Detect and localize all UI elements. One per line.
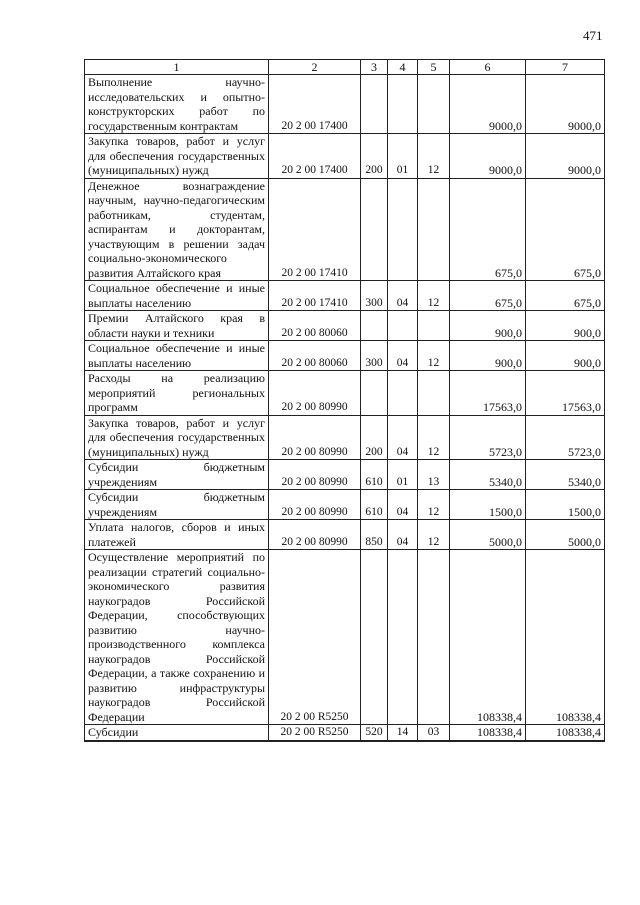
budget-table — [84, 59, 605, 742]
row-value-6: 675,0 — [450, 178, 526, 281]
row-name: Социальное обеспечение и иные выплаты населению — [85, 341, 269, 371]
row-col4: 04 — [388, 415, 418, 460]
row-col3 — [361, 75, 388, 134]
row-value-7: 9000,0 — [526, 134, 605, 179]
row-value-6: 5340,0 — [450, 460, 526, 490]
row-value-6: 108338,4 — [450, 725, 526, 741]
table-row — [85, 460, 605, 490]
row-col3: 200 — [361, 415, 388, 460]
row-col3: 300 — [361, 281, 388, 311]
table-row — [85, 520, 605, 550]
table-row — [85, 178, 605, 281]
row-value-7: 5000,0 — [526, 520, 605, 550]
row-col3: 300 — [361, 341, 388, 371]
row-col5 — [418, 75, 450, 134]
row-col3 — [361, 371, 388, 416]
row-col4: 04 — [388, 341, 418, 371]
row-value-7: 108338,4 — [526, 725, 605, 741]
row-col5: 12 — [418, 415, 450, 460]
row-name: Расходы на реализацию мероприятий региональных программ — [85, 371, 269, 416]
row-name: Социальное обеспечение и иные выплаты населению — [85, 281, 269, 311]
column-header-7: 7 — [526, 60, 605, 75]
row-value-6: 675,0 — [450, 281, 526, 311]
table-row — [85, 490, 605, 520]
column-header-1: 1 — [85, 60, 269, 75]
row-col4 — [388, 550, 418, 725]
row-col4: 04 — [388, 520, 418, 550]
row-col5 — [418, 311, 450, 341]
row-name: Уплата налогов, сборов и иных платежей — [85, 520, 269, 550]
row-col5: 12 — [418, 341, 450, 371]
row-col4: 04 — [388, 490, 418, 520]
row-name: Премии Алтайского края в области науки и техники — [85, 311, 269, 341]
table-row — [85, 75, 605, 134]
header-row — [85, 60, 605, 75]
table-row — [85, 134, 605, 179]
row-col5: 03 — [418, 725, 450, 741]
row-col4 — [388, 371, 418, 416]
row-code: 20 2 00 17400 — [269, 75, 361, 134]
row-code: 20 2 00 80990 — [269, 520, 361, 550]
row-name: Осуществление мероприятий по реализации стратегий социально-экономического развития наукоградов Российской Федерации, способствующих развитию научно-производственного комплекса наукоградов Российской Федерации, а также сохранению и развитию инфраструктуры наукоградов Российской Федерации — [85, 550, 269, 725]
row-code: 20 2 00 80060 — [269, 341, 361, 371]
row-col5 — [418, 371, 450, 416]
row-col3: 850 — [361, 520, 388, 550]
row-value-6: 5000,0 — [450, 520, 526, 550]
row-value-7: 675,0 — [526, 281, 605, 311]
row-name: Субсидии — [85, 725, 269, 741]
table-row — [85, 550, 605, 725]
row-value-6: 900,0 — [450, 341, 526, 371]
row-col4: 01 — [388, 134, 418, 179]
column-header-6: 6 — [450, 60, 526, 75]
row-col5: 13 — [418, 460, 450, 490]
row-col4 — [388, 311, 418, 341]
row-col3 — [361, 311, 388, 341]
row-col4: 04 — [388, 281, 418, 311]
row-value-7: 900,0 — [526, 341, 605, 371]
row-code: 20 2 00 80990 — [269, 460, 361, 490]
row-value-6: 9000,0 — [450, 134, 526, 179]
row-value-6: 108338,4 — [450, 550, 526, 725]
row-value-7: 5723,0 — [526, 415, 605, 460]
row-value-7: 9000,0 — [526, 75, 605, 134]
row-value-7: 108338,4 — [526, 550, 605, 725]
row-col4 — [388, 75, 418, 134]
table-row — [85, 371, 605, 416]
page-number: 471 — [583, 28, 603, 43]
row-name: Денежное вознаграждение научным, научно-педагогическим работникам, студентам, аспирантам и докторантам, участвующим в решении задач социально-экономического развития Алтайского края — [85, 178, 269, 281]
table-row — [85, 341, 605, 371]
row-col3 — [361, 178, 388, 281]
row-col5: 12 — [418, 490, 450, 520]
row-code: 20 2 00 R5250 — [269, 550, 361, 725]
row-value-7: 1500,0 — [526, 490, 605, 520]
row-col5: 12 — [418, 134, 450, 179]
column-header-2: 2 — [269, 60, 361, 75]
row-col5 — [418, 550, 450, 725]
row-value-6: 17563,0 — [450, 371, 526, 416]
row-code: 20 2 00 17400 — [269, 134, 361, 179]
row-name: Выполнение научно-исследовательских и опытно-конструкторских работ по государственным контрактам — [85, 75, 269, 134]
table-row — [85, 415, 605, 460]
table-row — [85, 311, 605, 341]
row-col4: 01 — [388, 460, 418, 490]
row-col3: 610 — [361, 490, 388, 520]
row-col4 — [388, 178, 418, 281]
row-col3: 520 — [361, 725, 388, 741]
row-col4: 14 — [388, 725, 418, 741]
row-col5: 12 — [418, 520, 450, 550]
row-name: Субсидии бюджетным учреждениям — [85, 460, 269, 490]
row-col3: 200 — [361, 134, 388, 179]
row-col3: 610 — [361, 460, 388, 490]
row-value-7: 17563,0 — [526, 371, 605, 416]
row-code: 20 2 00 80990 — [269, 371, 361, 416]
row-value-7: 900,0 — [526, 311, 605, 341]
row-value-6: 9000,0 — [450, 75, 526, 134]
column-header-5: 5 — [418, 60, 450, 75]
column-header-3: 3 — [361, 60, 388, 75]
row-value-7: 5340,0 — [526, 460, 605, 490]
row-name: Закупка товаров, работ и услуг для обеспечения государственных (муниципальных) нужд — [85, 134, 269, 179]
row-name: Субсидии бюджетным учреждениям — [85, 490, 269, 520]
row-col5 — [418, 178, 450, 281]
row-value-7: 675,0 — [526, 178, 605, 281]
row-code: 20 2 00 80060 — [269, 311, 361, 341]
row-name: Закупка товаров, работ и услуг для обеспечения государственных (муниципальных) нужд — [85, 415, 269, 460]
row-value-6: 5723,0 — [450, 415, 526, 460]
column-header-4: 4 — [388, 60, 418, 75]
row-code: 20 2 00 R5250 — [269, 725, 361, 741]
row-col5: 12 — [418, 281, 450, 311]
row-col3 — [361, 550, 388, 725]
row-code: 20 2 00 17410 — [269, 281, 361, 311]
table-row — [85, 725, 605, 741]
row-code: 20 2 00 17410 — [269, 178, 361, 281]
table-row — [85, 281, 605, 311]
row-code: 20 2 00 80990 — [269, 490, 361, 520]
row-value-6: 1500,0 — [450, 490, 526, 520]
row-value-6: 900,0 — [450, 311, 526, 341]
row-code: 20 2 00 80990 — [269, 415, 361, 460]
